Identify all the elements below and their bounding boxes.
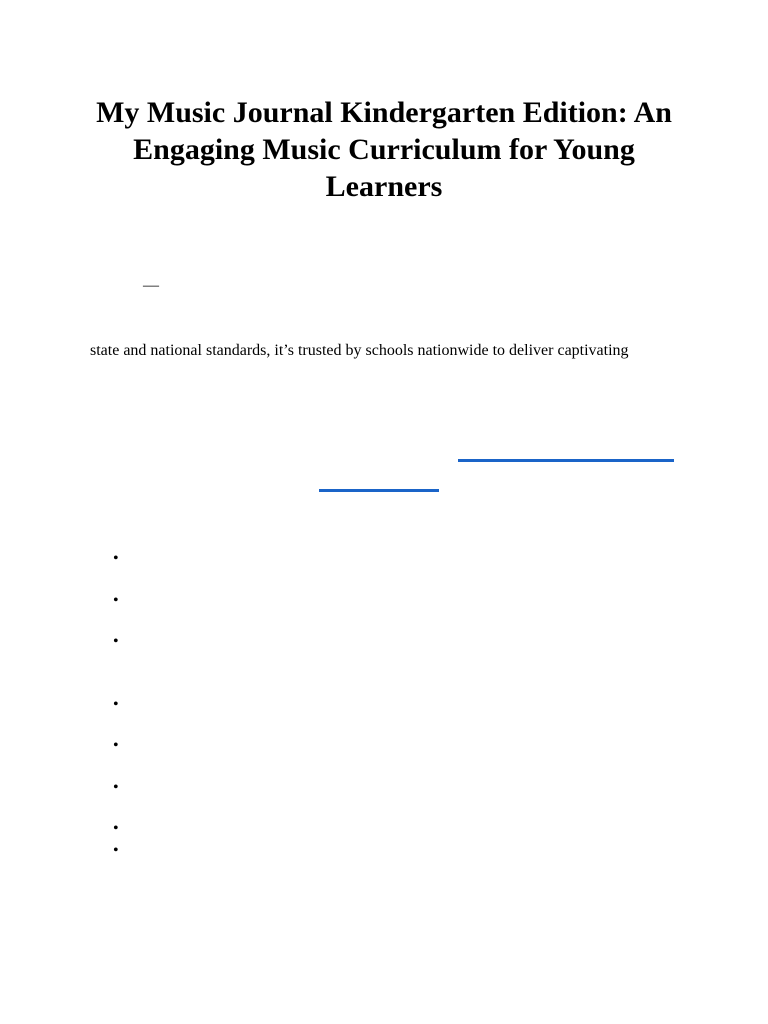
link-underline[interactable] (319, 489, 439, 492)
link-underline[interactable] (458, 459, 674, 462)
list-bullet: • (113, 779, 119, 796)
list-bullet: • (113, 633, 119, 650)
list-bullet: • (113, 737, 119, 754)
list-bullet: • (113, 592, 119, 609)
list-bullet: • (113, 696, 119, 713)
body-text: state and national standards, it’s trusted by schools nationwide to deliver captivating (90, 342, 629, 359)
list-bullet: • (113, 550, 119, 567)
list-bullet: • (113, 820, 119, 837)
em-dash: — (143, 277, 159, 294)
page-title: My Music Journal Kindergarten Edition: An Engaging Music Curriculum for Young Learners (96, 96, 672, 203)
list-bullet: • (113, 842, 119, 859)
